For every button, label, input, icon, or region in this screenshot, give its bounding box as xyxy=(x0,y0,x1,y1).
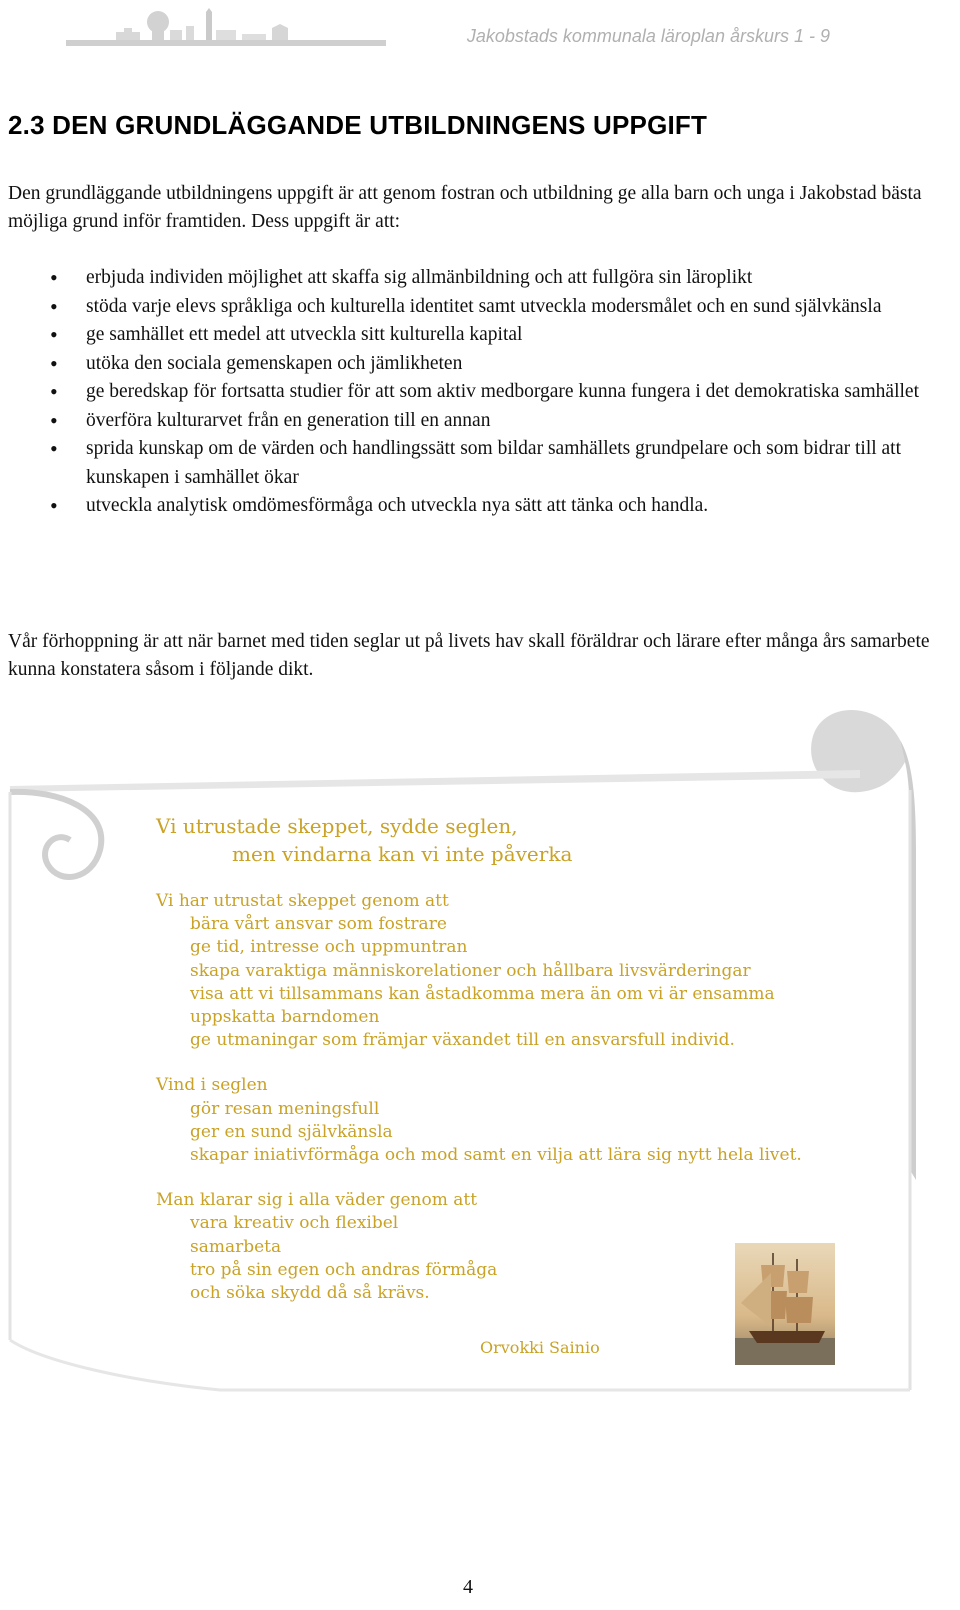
poem-line: tro på sin egen och andras förmåga xyxy=(190,1259,498,1280)
list-item: • stöda varje elevs språkliga och kulturella identitet samt utveckla modersmålet och en sund självkänsla xyxy=(0,293,950,322)
stanza-lead: Vi har utrustat skeppet genom att xyxy=(156,891,449,911)
poem-line: skapa varaktiga människorelationer och hållbara livsvärderingar xyxy=(190,960,751,981)
list-item: • ge samhället ett medel att utveckla sitt kulturella kapital xyxy=(0,321,950,350)
intro-paragraph: Den grundläggande utbildningens uppgift är att genom fostran och utbildning ge alla barn och unga i Jakobstad bästa möjliga grund inför framtiden. Dess uppgift är att: xyxy=(8,183,922,232)
list-item: • sprida kunskap om de värden och handlingssätt som bildar samhällets grundpelare och som bidrar till att kunskapen i samhället ökar xyxy=(0,435,950,492)
stanza-lead: Vind i seglen xyxy=(156,1075,268,1096)
header-title: Jakobstads kommunala läroplan årskurs 1 - 9 xyxy=(466,26,830,46)
page-number: 4 xyxy=(463,1576,473,1598)
poem-line: visa att vi tillsammans kan åstadkomma mera än om vi är ensamma xyxy=(190,983,775,1004)
list-item: • utöka den sociala gemenskapen och jämlikheten xyxy=(0,350,950,379)
poem-line: ge tid, intresse och uppmuntran xyxy=(190,937,468,958)
poem-line: vara kreativ och flexibel xyxy=(190,1213,399,1234)
poem-title-line-1: Vi utrustade skeppet, sydde seglen, xyxy=(156,814,518,838)
list-item: • erbjuda individen möjlighet att skaffa sig allmänbildning och att fullgöra sin läroplikt xyxy=(0,264,950,293)
poem-author: Orvokki Sainio xyxy=(480,1338,600,1357)
poem-stanza-1 xyxy=(156,890,876,1052)
poem xyxy=(156,812,876,1305)
section-heading: 2.3 DEN GRUNDLÄGGANDE UTBILDNINGENS UPPGIFT xyxy=(8,110,708,140)
sailing-ship-image xyxy=(735,1243,835,1365)
poem-title-line-2: men vindarna kan vi inte påverka xyxy=(232,842,573,866)
task-list xyxy=(0,264,950,521)
page-header xyxy=(0,0,960,60)
poem-line: skapar iniativförmåga och mod samt en vilja att lära sig nytt hela livet. xyxy=(190,1145,802,1166)
poem-line: gör resan meningsfull xyxy=(190,1098,380,1119)
list-item: • ge beredskap för fortsatta studier för att som aktiv medborgare kunna fungera i det demokratiska samhället xyxy=(0,378,950,407)
poem-line: uppskatta barndomen xyxy=(190,1007,380,1028)
list-item: • utveckla analytisk omdömesförmåga och utveckla nya sätt att tänka och handla. xyxy=(0,492,950,521)
poem-line: ger en sund självkänsla xyxy=(190,1121,393,1142)
list-item: • överföra kulturarvet från en generation till en annan xyxy=(0,407,950,436)
hope-paragraph: Vår förhoppning är att när barnet med tiden seglar ut på livets hav skall föräldrar och lärare efter många års samarbete kunna konstatera såsom i följande dikt. xyxy=(8,631,930,680)
poem-line: bära vårt ansvar som fostrare xyxy=(190,914,447,935)
skyline-logo-icon xyxy=(66,8,396,48)
stanza-lead: Man klarar sig i alla väder genom att xyxy=(156,1190,478,1211)
poem-line: samarbeta xyxy=(190,1236,282,1257)
poem-line: ge utmaningar som främjar växandet till en ansvarsfull individ. xyxy=(190,1030,735,1051)
poem-line: och söka skydd då så krävs. xyxy=(190,1283,430,1304)
poem-stanza-2 xyxy=(156,1074,876,1167)
